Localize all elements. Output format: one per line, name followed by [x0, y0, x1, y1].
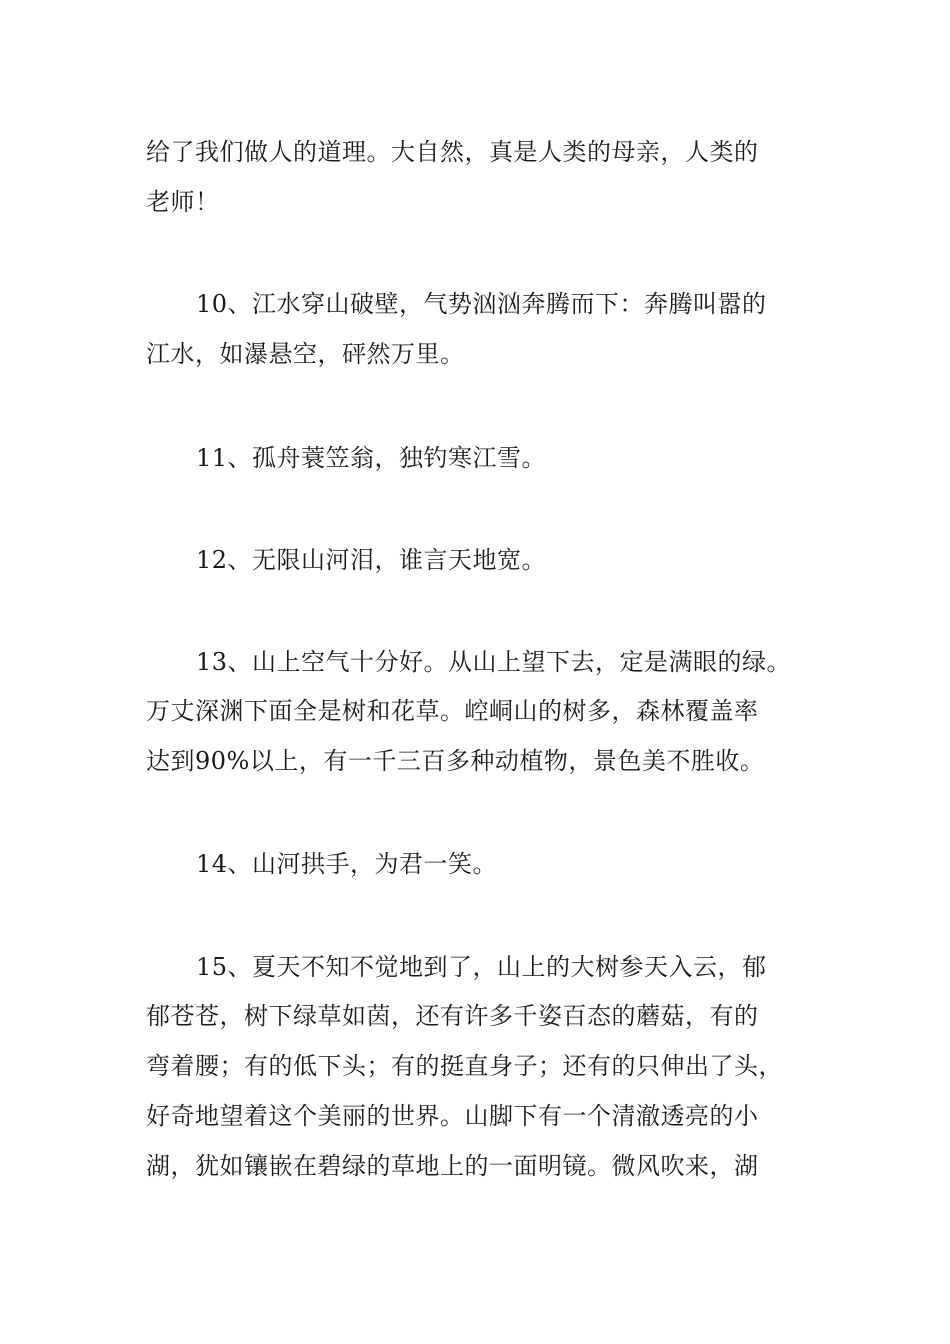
paragraph-line: 郁苍苍，树下绿草如茵，还有许多千姿百态的蘑菇，有的	[146, 1002, 759, 1030]
paragraph-line: 老师！	[146, 188, 220, 216]
paragraph-line: 14、山河拱手，为君一笑。	[196, 850, 498, 878]
paragraph-line: 13、山上空气十分好。从山上望下去，定是满眼的绿。	[196, 648, 792, 676]
paragraph-line: 湖，犹如镶嵌在碧绿的草地上的一面明镜。微风吹来，湖	[146, 1152, 759, 1180]
paragraph-line: 万丈深渊下面全是树和花草。崆峒山的树多，森林覆盖率	[146, 697, 759, 725]
paragraph-line: 给了我们做人的道理。大自然，真是人类的母亲，人类的	[146, 138, 759, 166]
paragraph-line: 达到90%以上，有一千三百多种动植物，景色美不胜收。	[146, 747, 765, 775]
paragraph-line: 11、孤舟蓑笠翁，独钓寒江雪。	[196, 444, 547, 472]
paragraph-line: 12、无限山河泪，谁言天地宽。	[196, 546, 547, 574]
paragraph-line: 15、夏天不知不觉地到了，山上的大树参天入云，郁	[196, 953, 767, 981]
paragraph-line: 好奇地望着这个美丽的世界。山脚下有一个清澈透亮的小	[146, 1102, 759, 1130]
paragraph-line: 江水，如瀑悬空，砰然万里。	[146, 340, 465, 368]
paragraph-line: 10、江水穿山破壁，气势汹汹奔腾而下：奔腾叫嚣的	[196, 290, 767, 318]
paragraph-line: 弯着腰；有的低下头；有的挺直身子；还有的只伸出了头，	[146, 1052, 783, 1080]
